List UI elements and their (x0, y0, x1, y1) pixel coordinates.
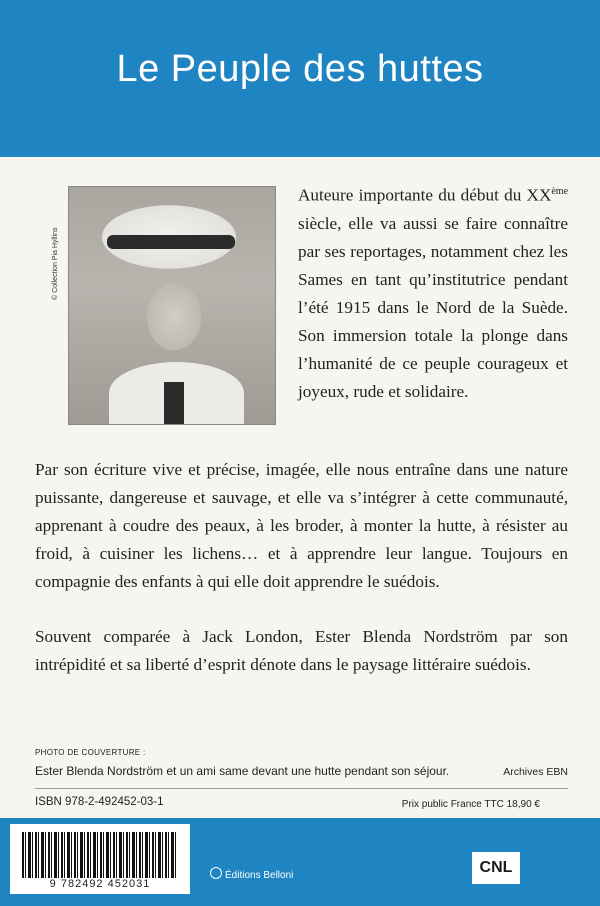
publisher: Éditions Belloni (210, 867, 293, 881)
intro-text: Auteure importante du début du XXème siècle, elle va aussi se faire connaître par ses reportages, notamment chez les Sames en tant qu’institutrice pendant l’été 1915 dans le Nord de la Suède. Son immersion totale la plonge dans l’humanité de ce peuple courageux et joyeux, rude et solidaire. (298, 185, 569, 401)
photo-credit: © Collection Pia Hyllins (52, 227, 59, 300)
cover-photo-caption: Ester Blenda Nordström et un ami same devant une hutte pendant son séjour. (35, 764, 450, 778)
author-photo (68, 186, 276, 425)
scarf-shape (164, 382, 184, 424)
book-title: Le Peuple des huttes (116, 48, 484, 90)
cnl-logo: CNL (472, 852, 520, 884)
hat-band-shape (107, 235, 235, 249)
divider (35, 788, 568, 789)
paragraph-1: Par son écriture vive et précise, imagée, elle nous entraîne dans une nature puissante, dangereuse et sauvage, et elle va s’intégrer à cette communauté, apprenant à coudre des peaux, à les broder, à monter la hutte, à résister au froid, à cuisiner les lichens… et à apprendre leur langue. Toujours en compagnie des enfants à qui elle doit apprendre le suédois. (35, 460, 568, 591)
cover-photo-label: PHOTO DE COUVERTURE : (35, 748, 146, 757)
barcode-number: 9 782492 452031 (49, 878, 151, 890)
isbn: ISBN 978-2-492452-03-1 (35, 796, 164, 808)
barcode-icon (22, 832, 177, 878)
price: Prix public France TTC 18,90 € (401, 799, 540, 810)
paragraph-2: Souvent comparée à Jack London, Ester Blenda Nordström par son intrépidité et sa liberté d’esprit dénote dans le paysage littéraire suédois. (35, 627, 568, 674)
cover-photo-source: Archives EBN (503, 766, 568, 778)
publisher-logo-icon (210, 867, 222, 879)
